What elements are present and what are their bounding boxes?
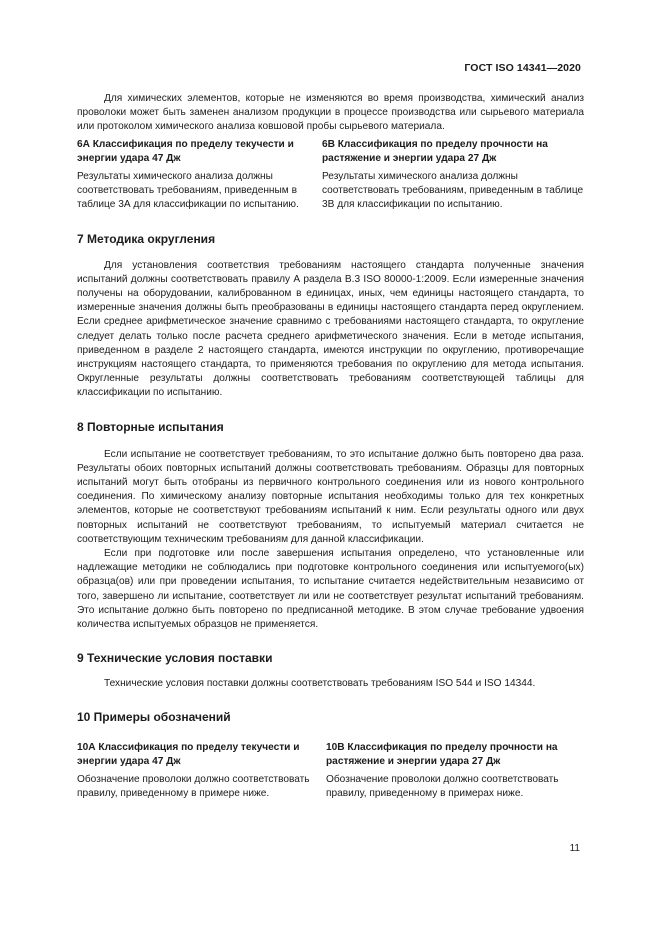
subsection-6a-title: 6А Классификация по пределу текучести и энергии удара 47 Дж: [77, 138, 294, 164]
subsection-10b-title: 10В Классификация по пределу прочности на растяжение и энергии удара 27 Дж: [326, 741, 558, 767]
section-9-paragraph: Технические условия поставки должны соответствовать требованиям ISO 544 и ISO 14344.: [104, 678, 536, 690]
section-8-title: 8 Повторные испытания: [77, 419, 224, 434]
section-8-paragraph-2: Если при подготовке или после завершения испытания определено, что установленные или надлежащие методики не соблюдались при подготовке контрольного соединения или испытуемого(ых) образца(ов) или при проведении испытания, то испытание считается недействительным независимо от того, завершено ли испытание, соответствует ли или не соответствует результат испытаний требованиям. Это испытание должно быть повторено по предписанной методике. В этом случае требование удвоения количества испытуемых образцов не применяется.: [77, 548, 584, 631]
section-8-paragraph-1: Если испытание не соответствует требованиям, то это испытание должно быть повторено два раза. Результаты обоих повторных испытаний должны соответствовать требованиям. Образцы для повторных испытаний могут быть отобраны из первичного контрольного соединения или из нового контрольного соединения. По химическому анализу повторные испытания необходимы только для тех конкретных элементов, которые не соответствуют требованиям испытаний к ним. Если результаты одного или двух повторных испытаний не соответствуют требованиям, то испытуемый материал считается не соответствующим техническим требованиям для данной классификации.: [77, 448, 584, 545]
section-10-title: 10 Примеры обозначений: [77, 709, 231, 724]
subsection-6b: [322, 138, 584, 213]
subsection-10-columns: [77, 741, 584, 802]
intro-paragraph: Для химических элементов, которые не изменяются во время производства, химический анализ проволоки может быть заменен анализом продукции в процессе производства или сырьевого материала или протоколом химического анализа ковшовой пробы сырьевого материала.: [77, 93, 584, 133]
section-7-title: 7 Методика округления: [77, 231, 216, 246]
subsection-6a: [77, 138, 318, 213]
subsection-10a-title: 10А Классификация по пределу текучести и энергии удара 47 Дж: [77, 741, 300, 767]
subsection-10a: [77, 741, 318, 802]
subsection-6b-text: Результаты химического анализа должны соответствовать требованиям, приведенным в таблице 3В для классификации по испытанию.: [322, 171, 584, 211]
section-7-paragraph: Для установления соответствия требованиям настоящего стандарта полученные значения испытаний должны соответствовать правилу А раздела В.3 ISO 80000-1:2009. Если измеренные значения получены на оборудовании, калиброванном в единицах, иных, чем единицы настоящего стандарта, то измеренные значения должны быть преобразованы в единицы настоящего стандарта перед округлением. Если среднее арифметическое значение сравнимо с требованиями настоящего стандарта, то округление следует делать только после расчета среднего арифметического значения. Если в методе испытания, приведенном в разделе 2 настоящего стандарта, имеются инструкции по округлению, противоречащие инструкциям настоящего стандарта, то применяются требования по округлению для метода испытания. Округленные результаты должны соответствовать требованиям соответствующей таблицы для классификации по испытанию.: [77, 259, 584, 399]
standard-code: ГОСТ ISO 14341—2020: [464, 62, 581, 74]
subsection-10b-text: Обозначение проволоки должно соответствовать правилу, приведенному в примерах ниже.: [326, 773, 559, 800]
subsection-10a-text: Обозначение проволоки должно соответствовать правилу, приведенному в примере ниже.: [77, 773, 310, 800]
subsection-6b-title: 6В Классификация по пределу прочности на растяжение и энергии удара 27 Дж: [322, 138, 548, 164]
section-9-title: 9 Технические условия поставки: [77, 651, 273, 666]
page-number: 11: [569, 843, 580, 854]
page-content: [77, 92, 584, 801]
subsection-10b: [326, 741, 584, 802]
subsection-6a-text: Результаты химического анализа должны соответствовать требованиям, приведенным в таблице 3А для классификации по испытанию.: [77, 171, 299, 211]
subsection-6-columns: [77, 138, 584, 213]
